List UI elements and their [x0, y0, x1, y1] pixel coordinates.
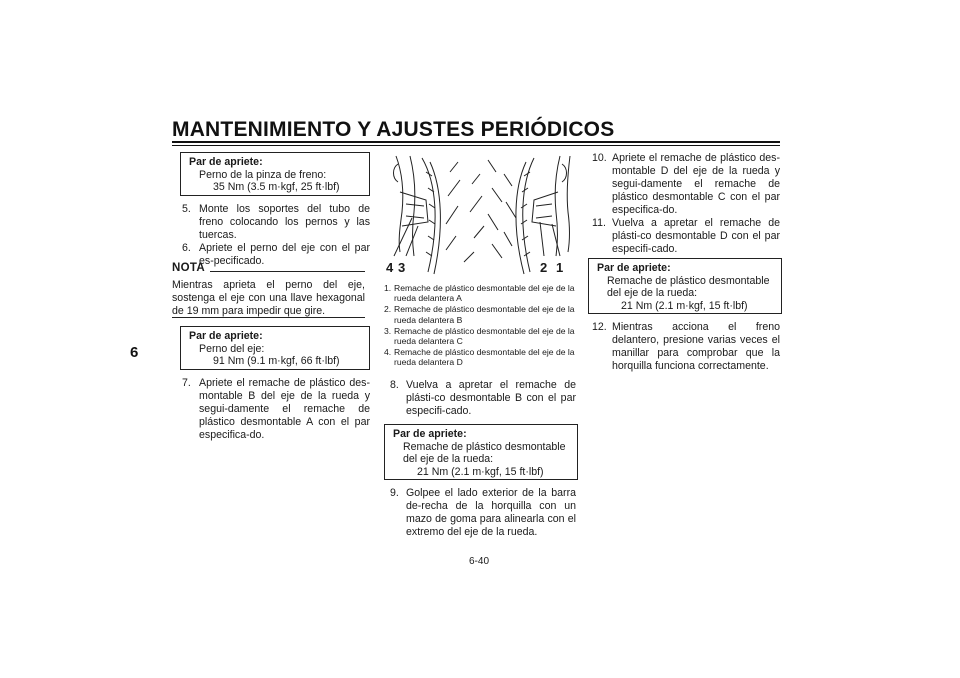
steps-10-11 — [592, 152, 780, 256]
torque-item: Remache de plástico desmontable — [403, 440, 566, 453]
callout-2: 2 — [540, 260, 548, 275]
torque-value: 91 Nm (9.1 m·kgf, 66 ft·lbf) — [213, 355, 340, 367]
torque-box-rivet-2 — [588, 258, 782, 314]
page-number: 6-40 — [469, 556, 490, 567]
torque-item-cont: del eje de la rueda: — [403, 453, 494, 465]
step-5 — [182, 203, 370, 242]
title-rule — [172, 141, 780, 143]
wheel-axle-figure — [384, 152, 576, 278]
nota-end-rule — [172, 317, 365, 318]
step-11 — [592, 217, 780, 256]
step-number: 9. — [390, 487, 399, 499]
legend-text: Remache de plástico desmontable del eje de la rueda delantera B — [394, 304, 575, 325]
step-number: 7. — [182, 377, 191, 389]
torque-item-cont: del eje de la rueda: — [607, 287, 698, 299]
nota-rule — [210, 271, 365, 272]
step-12 — [592, 321, 780, 373]
legend-number: 1. — [384, 283, 392, 293]
step-7 — [182, 377, 370, 442]
torque-item: Remache de plástico desmontable — [607, 274, 770, 287]
step-text: Monte los soportes del tubo de freno colocando los pernos y las tuercas. — [199, 203, 370, 241]
legend-text: Remache de plástico desmontable del eje de la rueda delantera D — [394, 347, 575, 368]
step-text: Vuelva a apretar el remache de plásti-co desmontable D con el par especifi-cado. — [612, 217, 780, 255]
torque-value: 21 Nm (2.1 m·kgf, 15 ft·lbf) — [621, 299, 748, 312]
torque-box-caliper — [180, 152, 370, 196]
step-number: 5. — [182, 203, 191, 215]
title-rule-thin — [172, 145, 780, 146]
step-text: Vuelva a apretar el remache de plásti-co desmontable B con el par especifi-cado. — [406, 379, 576, 417]
torque-label: Par de apriete: — [597, 262, 671, 274]
legend-text: Remache de plástico desmontable del eje de la rueda delantera C — [394, 325, 575, 347]
legend-item — [384, 304, 576, 324]
legend-item — [384, 347, 576, 367]
step-number: 12. — [592, 321, 607, 333]
nota-header — [172, 262, 365, 276]
chapter-tab: 6 — [130, 344, 139, 361]
torque-label: Par de apriete: — [393, 428, 467, 440]
torque-box-rivet — [384, 424, 578, 480]
step-10 — [592, 152, 780, 217]
nota-text: Mientras aprieta el perno del eje, sostenga el eje con una llave hexagonal de 19 mm para impedir que gire. — [172, 279, 365, 317]
step-text: Golpee el lado exterior de la barra de-recha de la horquilla con un mazo de goma para alinearla con el extremo del eje de la rueda. — [406, 487, 576, 538]
page-title: MANTENIMIENTO Y AJUSTES PERIÓDICOS — [172, 118, 615, 141]
step-number: 8. — [390, 379, 399, 391]
step-8-block — [390, 379, 576, 418]
torque-item: Perno de la pinza de freno: — [199, 168, 327, 181]
step-9-block — [390, 487, 576, 539]
torque-box-axle — [180, 326, 370, 370]
torque-label: Par de apriete: — [189, 156, 263, 168]
step-number: 11. — [592, 217, 606, 229]
legend-number: 3. — [384, 325, 392, 336]
legend-item — [384, 283, 576, 303]
step-text: Apriete el remache de plástico des-montable B del eje de la rueda y segui-damente el remache de plástico desmontable A con el par especifica-do. — [199, 377, 370, 441]
step-7-block — [182, 377, 370, 442]
torque-value: 21 Nm (2.1 m·kgf, 15 ft·lbf) — [417, 465, 544, 478]
callout-1: 1 — [556, 260, 564, 275]
legend-number: 4. — [384, 347, 392, 358]
torque-label: Par de apriete: — [189, 330, 263, 342]
callout-3: 3 — [398, 260, 406, 275]
step-12-block — [592, 321, 780, 373]
legend-text: Remache de plástico desmontable del eje de la rueda delantera A — [394, 283, 575, 304]
legend-number: 2. — [384, 304, 392, 315]
torque-item: Perno del eje: — [199, 342, 265, 355]
step-text: Apriete el remache de plástico des-montable D del eje de la rueda y segui-damente el remache de plástico desmontable C con el par especifica-do. — [612, 152, 780, 216]
figure-legend — [384, 283, 576, 369]
step-text: Apriete el perno del eje con el par es-pecificado. — [199, 242, 370, 267]
step-text: Mientras acciona el freno delantero, presione varias veces el manillar para comprobar que la horquilla funciona correctamente. — [612, 321, 780, 372]
nota-label: NOTA — [172, 262, 205, 274]
step-number: 6. — [182, 242, 191, 254]
torque-value: 35 Nm (3.5 m·kgf, 25 ft·lbf) — [213, 181, 340, 193]
steps-5-6 — [182, 203, 370, 268]
step-9 — [390, 487, 576, 539]
step-number: 10. — [592, 152, 607, 164]
step-8 — [390, 379, 576, 418]
callout-4: 4 — [386, 260, 394, 275]
legend-item — [384, 326, 576, 346]
